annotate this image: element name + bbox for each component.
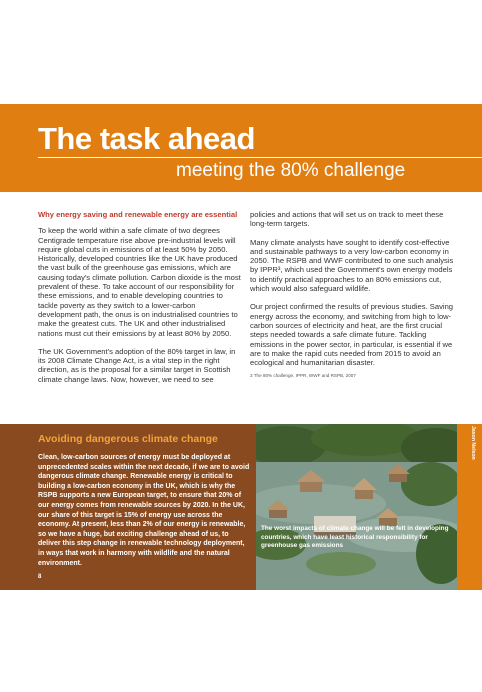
flood-photo bbox=[256, 424, 457, 590]
page-title: The task ahead bbox=[38, 121, 255, 156]
box-text: Clean, low-carbon sources of energy must be deployed at unprecedented scales within the next decade, if we are to avoid dangerous climate change. Renewable energy is critical to building a low-carbon economy in the UK, which is why the RSPB supports a new European target, to ensure that 20% of our energy comes from renewable sources by 2020. In the UK, our share of this target is 15% of energy use across the economy. At present, less than 2% of our energy is renewable, so we have a huge, but exciting challenge ahead of us, to deliver this step change in renewable technology deployment, in ways that work in harmony with wildlife and the natural environment. bbox=[38, 454, 250, 567]
page-number: 8 bbox=[38, 574, 42, 580]
body-paragraph: Many climate analysts have sought to identify cost-effective and sustainable pathways to a very low-carbon economy in 2050. The RSPB and WWF contributed to one such analysis by IPPR³, which used the Government's own energy models to identify practical approaches to an 80% emissions cut, which would also safeguard wildlife. bbox=[250, 237, 454, 294]
photo-credit: Jason Nelson bbox=[470, 426, 476, 460]
banner-divider bbox=[38, 157, 482, 158]
body-paragraph: To keep the world within a safe climate of two degrees Centigrade temperature rise above pre-industrial levels will require global cuts in emissions of at least 50% by 2050. Historically, developed countries like the UK have produced the vast bulk of the greenhouse gas emissions, which are causing today's climate pollution. Carbon dioxide is the most prevalent of these. To take account of our responsibility for these emissions, and to enable developing countries to tackle poverty as they switch to a lower-carbon development path, the onus is on industrialised countries to make the greatest cuts. The UK and other industrialised nations must cut their emissions by at least 80% by 2050. bbox=[38, 226, 241, 338]
right-column bbox=[250, 210, 455, 388]
body-paragraph: Our project confirmed the results of previous studies. Saving energy across the economy, and switching from high to low-carbon sources of electricity and heat, are the first crucial steps needed towards a safe climate future. Tackling emissions in the power sector, in particular, is essential if we are to make the rapid cuts needed from 2015 to avoid an ecological and humanitarian disaster. bbox=[250, 302, 454, 368]
body-paragraph: The UK Government's adoption of the 80% target in law, in its 2008 Climate Change Act, is a vital step in the right direction, as is the proposal for a similar target in Scottish climate change laws. Now, however, we need to see bbox=[38, 346, 236, 384]
footnote: 3 The 80% challenge, IPPR, WWF and RSPB, 2007 bbox=[250, 373, 356, 379]
flood-photo-illustration bbox=[256, 424, 457, 590]
body-paragraph: policies and actions that will set us on track to meet these long-term targets. bbox=[250, 210, 444, 229]
box-title: Avoiding dangerous climate change bbox=[38, 433, 218, 445]
section-heading: Why energy saving and renewable energy are essential bbox=[38, 210, 238, 219]
page-subtitle: meeting the 80% challenge bbox=[176, 160, 406, 181]
photo-caption: The worst impacts of climate change will be felt in developing countries, which have least historical responsibility for greenhouse gas emissions bbox=[261, 525, 449, 550]
left-column bbox=[38, 210, 241, 393]
